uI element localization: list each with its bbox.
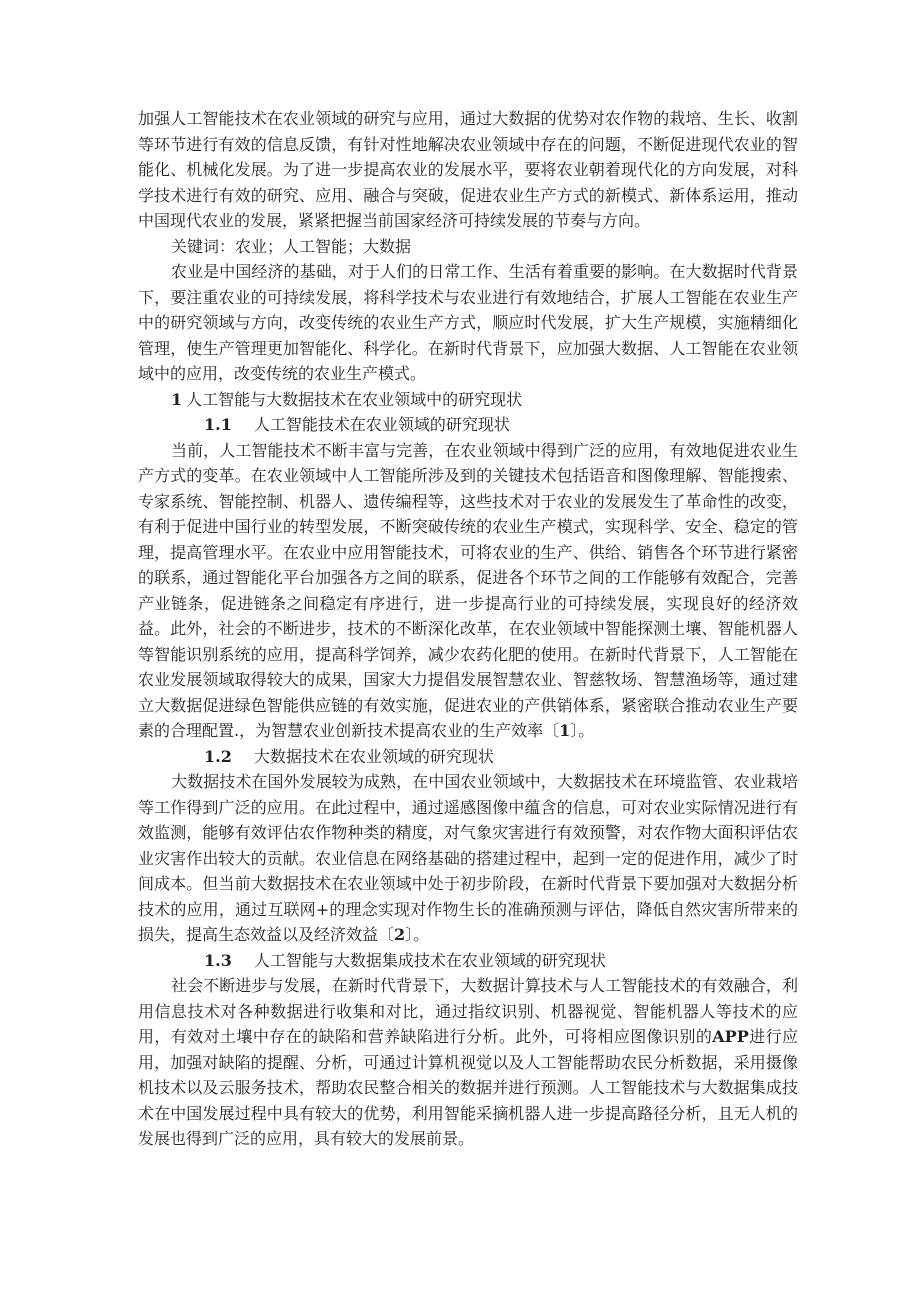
section-1-1-body: 当前，人工智能技术不断丰富与完善，在农业领域中得到广泛的应用，有效地促进农业生产方式的变革。在农业领域中人工智能所涉及到的关键技术包括语音和图像理解、智能搜索、专家系统、智能控制、机器人、遗传编程等，这些技术对于农业的发展发生了革命性的改变，有利于促进中国行业的转型发展，不断突破传统的农业生产模式，实现科学、安全、稳定的管理，提高管理水平。在农业中应用智能技术，可将农业的生产、供给、销售各个环节进行紧密的联系，通过智能化平台加强各方之间的联系，促进各个环节之间的工作能够有效配合，完善产业链条，促进链条之间稳定有序进行，进一步提高行业的可持续发展，实现良好的经济效益。此外，社会的不断进步，技术的不断深化改革，在农业领域中智能探测土壤、智能机器人等智能识别系统的应用，提高科学饲养，减少农药化肥的使用。在新时代背景下，人工智能在农业发展领域取得较大的成果，国家大力提倡发展智慧农业、智慈牧场、智慧渔场等，通过建立大数据促进绿色智能供应链的有效实施，促进农业的产供销体系，紧密联合推动农业生产要素的合理配置.，为智慧农业创新技术提高农业的生产效率〔 (138, 440, 798, 740)
section-1-title: 人工智能与大数据技术在农业领域中的研究现状 (186, 389, 523, 409)
section-1-2-paragraph (138, 769, 798, 948)
section-1-2-heading (138, 744, 798, 770)
document-page (138, 106, 798, 1152)
keywords-line: 关键词：农业；人工智能；大数据 (171, 236, 412, 256)
reference-1: 1 (559, 721, 571, 740)
intro-paragraph: 加强人工智能技术在农业领域的研究与应用，通过大数据的优势对农作物的栽培、生长、收割等环节进行有效的信息反馈，有针对性地解决农业领域中存在的问题，不断促进现代农业的智能化、机械化发展。为了进一步提高农业的发展水平，要将农业朝着现代化的方向发展，对科学技术进行有效的研究、应用、融合与突破，促进农业生产方式的新模式、新体系运用，推动中国现代农业的发展，紧紧把握当前国家经济可持续发展的节奏与方向。 (138, 109, 798, 230)
section-1-2-title: 大数据技术在农业领域的研究现状 (253, 746, 494, 766)
section-1-1-paragraph (138, 438, 798, 744)
section-1-number: 1 (171, 389, 183, 409)
section-1-1-heading (138, 412, 798, 438)
section-1-2-tail: 〕。 (405, 925, 430, 944)
section-1-3-number: 1.3 (204, 950, 232, 970)
section-1-3-body-b: 进行应用，加强对缺陷的提醒、分析，可通过计算机视觉以及人工智能帮助农民分析数据，采用摄像机技术以及云服务技术，帮助农民整合相关的数据并进行预测。人工智能技术与大数据集成技术在中国发展过程中具有较大的优势，利用智能采摘机器人进一步提高路径分析，且无人机的发展也得到广泛的应用，具有较大的发展前景。 (138, 1027, 798, 1148)
section-1-1-title: 人工智能技术在农业领域的研究现状 (253, 415, 510, 434)
section-1-3-heading (138, 948, 798, 974)
background-paragraph: 农业是中国经济的基础，对于人们的日常工作、生活有着重要的影响。在大数据时代背景下，要注重农业的可持续发展，将科学技术与农业进行有效地结合，扩展人工智能在农业生产中的研究领域与方向，改变传统的农业生产方式，顺应时代发展，扩大生产规模，实施精细化管理，使生产管理更加智能化、科学化。在新时代背景下，应加强大数据、人工智能在农业领域中的应用，改变传统的农业生产模式。 (138, 262, 798, 383)
section-1-2-number: 1.2 (204, 746, 232, 766)
section-1-heading (138, 387, 798, 413)
reference-2: 2 (394, 925, 406, 944)
section-1-3-paragraph (138, 973, 798, 1152)
section-1-2-body: 大数据技术在国外发展较为成熟，在中国农业领域中，大数据技术在环境监管、农业栽培等工作得到广泛的应用。在此过程中，通过遥感图像中蕴含的信息，可对农业实际情况进行有效监测，能够有效评估农作物种类的精度，对气象灾害进行有效预警，对农作物大面积评估农业灾害作出较大的贡献。农业信息在网络基础的搭建过程中，起到一定的促进作用，减少了时间成本。但当前大数据技术在农业领域中处于初步阶段，在新时代背景下要加强对大数据分析技术的应用，通过互联网+的理念实现对作物生长的准确预测与评估，降低自然灾害所带来的损失，提高生态效益以及经济效益〔 (138, 772, 798, 944)
app-term: APP (712, 1027, 749, 1046)
section-1-1-number: 1.1 (204, 415, 232, 434)
section-1-3-body-a: 社会不断进步与发展，在新时代背景下，大数据计算技术与人工智能技术的有效融合，利用信息技术对各种数据进行收集和对比，通过指纹识别、机器视觉、智能机器人等技术的应用，有效对土壤中存在的缺陷和营养缺陷进行分析。此外，可将相应图像识别的 (138, 976, 798, 1046)
section-1-1-tail: 〕。 (570, 721, 595, 740)
section-1-3-title: 人工智能与大数据集成技术在农业领域的研究现状 (253, 950, 606, 970)
